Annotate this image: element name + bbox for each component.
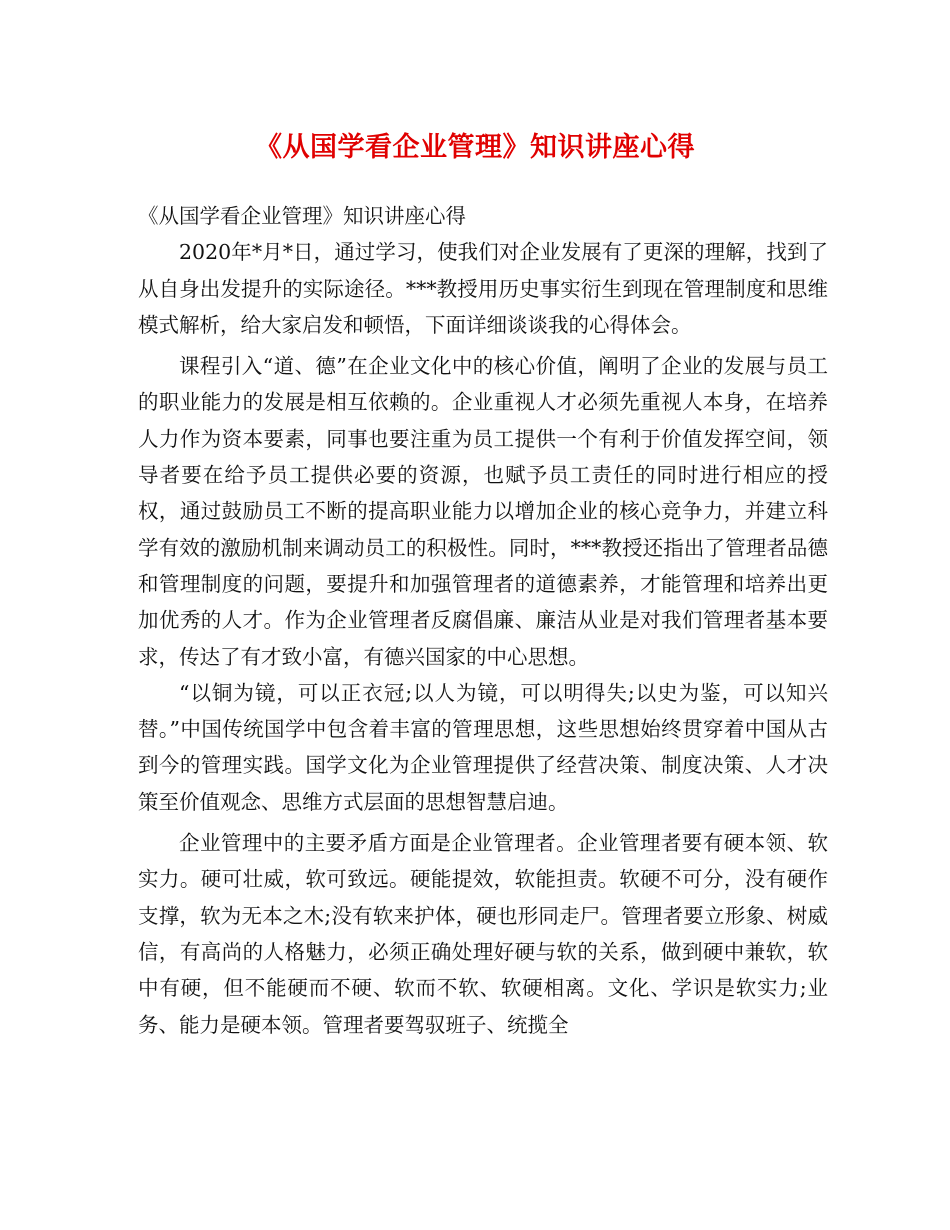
body-paragraph: “以铜为镜，可以正衣冠;以人为镜，可以明得失;以史为鉴，可以知兴替。”中国传统国学中包含着丰富的管理思想，这些思想始终贯穿着中国从古到今的管理实践。国学文化为企业管理提供了经营决策、制度决策、人才决策至价值观念、思维方式层面的思想智慧启迪。 (138, 680, 828, 814)
document-body (138, 198, 828, 1043)
body-paragraph: 2020年*月*日，通过学习，使我们对企业发展有了更深的理解，找到了从自身出发提升的实际途径。***教授用历史事实衍生到现在管理制度和思维模式解析，给大家启发和顿悟，下面详细谈谈我的心得体会。 (138, 240, 828, 337)
document-title: 《从国学看企业管理》知识讲座心得 (255, 132, 695, 163)
body-paragraph: 课程引入“道、德”在企业文化中的核心价值，阐明了企业的发展与员工的职业能力的发展是相互依赖的。企业重视人才必须先重视人本身，在培养人力作为资本要素，同事也要注重为员工提供一个有利于价值发挥空间，领导者要在给予员工提供必要的资源，也赋予员工责任的同时进行相应的授权，通过鼓励员工不断的提高职业能力以增加企业的核心竞争力，并建立科学有效的激励机制来调动员工的积极性。同时，***教授还指出了管理者品德和管理制度的问题，要提升和加强管理者的道德素养，才能管理和培养出更加优秀的人才。作为企业管理者反腐倡廉、廉洁从业是对我们管理者基本要求，传达了有才致小富，有德兴国家的中心思想。 (138, 354, 828, 669)
body-paragraph: 企业管理中的主要矛盾方面是企业管理者。企业管理者要有硬本领、软实力。硬可壮威，软可致远。硬能提效，软能担责。软硬不可分，没有硬作支撑，软为无本之木;没有软来护体，硬也形同走尸。管理者要立形象、树威信，有高尚的人格魅力，必须正确处理好硬与软的关系，做到硬中兼软，软中有硬，但不能硬而不硬、软而不软、软硬相离。文化、学识是软实力;业务、能力是硬本领。管理者要驾驭班子、统揽全 (138, 831, 828, 1037)
subtitle-paragraph: 《从国学看企业管理》知识讲座心得 (138, 204, 466, 228)
